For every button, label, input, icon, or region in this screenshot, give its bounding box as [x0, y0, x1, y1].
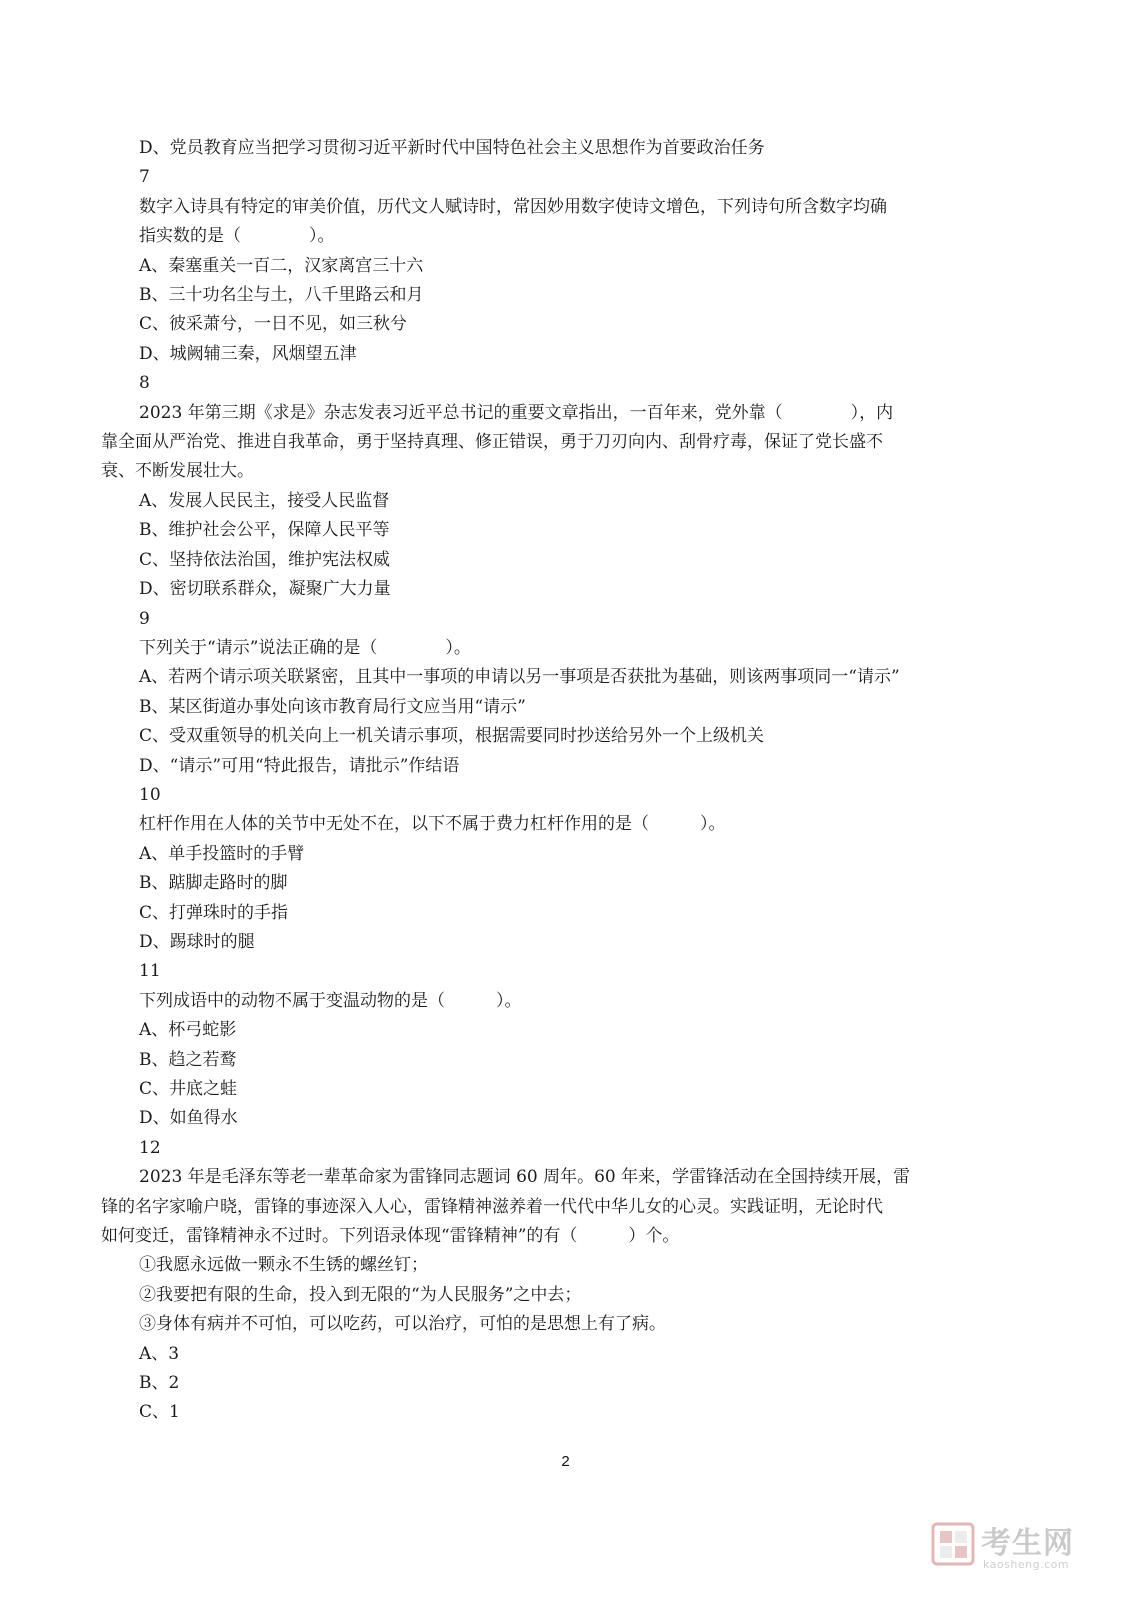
option-line: D、密切联系群众，凝聚广大力量	[139, 579, 391, 600]
option-line: C、井底之蛙	[139, 1079, 238, 1099]
option-line: A、单手投篮时的手臂	[139, 843, 305, 864]
watermark-brand: 考生网	[981, 1526, 1074, 1561]
option-line: D、如鱼得水	[139, 1108, 238, 1129]
document-body	[101, 134, 1005, 1428]
option-line: D、踢球时的腿	[139, 931, 255, 952]
option-line: C、打弹珠时的手指	[139, 902, 289, 923]
watermark	[931, 1518, 1091, 1578]
option-line: A、发展人民民主，接受人民监督	[139, 490, 390, 511]
question-number: 10	[139, 784, 161, 805]
stem-line: 2023 年第三期《求是》杂志发表习近平总书记的重要文章指出，一百年来，党外靠（ ），内	[139, 402, 894, 423]
question-number: 11	[139, 961, 161, 982]
option-line: B、维护社会公平，保障人民平等	[139, 520, 390, 541]
watermark-url: kaosheng.com	[983, 1558, 1070, 1571]
quote-line: ①我愿永远做一颗永不生锈的螺丝钉；	[139, 1255, 428, 1276]
option-line: B、踮脚走路时的脚	[139, 873, 288, 894]
question-stem	[101, 399, 1005, 487]
question-number: 9	[139, 608, 150, 629]
question-number: 12	[139, 1137, 161, 1158]
stem-line: 衰、不断发展壮大。	[101, 461, 254, 482]
question-number: 7	[139, 167, 150, 188]
page-number: 2	[561, 1453, 570, 1470]
question-stem	[139, 193, 1005, 252]
question-stem: 下列成语中的动物不属于变温动物的是（ ）。	[139, 990, 522, 1011]
kaosheng-logo-icon	[931, 1522, 975, 1566]
option-line: D、“请示”可用“特此报告，请批示”作结语	[139, 755, 460, 776]
stem-line: 数字入诗具有特定的审美价值，历代文人赋诗时，常因妙用数字使诗文增色，下列诗句所含数字均确	[139, 196, 887, 217]
option-line: A、秦塞重关一百二，汉家离宫三十六	[139, 255, 424, 276]
stem-line: 如何变迁，雷锋精神永不过时。下列语录体现“雷锋精神”的有（ ）个。	[101, 1226, 680, 1247]
option-line: B、2	[139, 1373, 180, 1394]
option-line: B、三十功名尘与土，八千里路云和月	[139, 285, 424, 306]
option-line: A、若两个请示项关联紧密，且其中一事项的申请以另一事项是否获批为基础，则该两事项同一“请示”	[139, 667, 900, 688]
quote-line: ③身体有病并不可怕，可以吃药，可以治疗，可怕的是思想上有了病。	[139, 1314, 666, 1335]
question-number: 8	[139, 373, 150, 394]
question-stem	[101, 1163, 1005, 1251]
option-line: C、1	[139, 1402, 180, 1423]
option-line: A、杯弓蛇影	[139, 1020, 237, 1041]
stem-line: 锋的名字家喻户晓，雷锋的事迹深入人心，雷锋精神滋养着一代代中华儿女的心灵。实践证明，无论时代	[101, 1196, 883, 1217]
option-line: D、城阙辅三秦，风烟望五津	[139, 343, 357, 364]
option-line: A、3	[139, 1343, 180, 1364]
option-line: B、某区街道办事处向该市教育局行文应当用“请示”	[139, 696, 526, 717]
question-stem: 杠杆作用在人体的关节中无处不在，以下不属于费力杠杆作用的是（ ）。	[139, 814, 726, 835]
option-line: C、彼采萧兮，一日不见，如三秋兮	[139, 314, 408, 335]
quote-line: ②我要把有限的生命，投入到无限的“为人民服务”之中去；	[139, 1284, 582, 1305]
stem-line: 2023 年是毛泽东等老一辈革命家为雷锋同志题词 60 周年。60 年来，学雷锋活动在全国持续开展，雷	[139, 1167, 911, 1188]
option-line: C、坚持依法治国，维护宪法权威	[139, 549, 391, 570]
stem-line: 靠全面从严治党、推进自我革命，勇于坚持真理、修正错误，勇于刀刃向内、刮骨疗毒，保证了党长盛不	[101, 432, 883, 453]
option-line: B、趋之若鹜	[139, 1049, 237, 1070]
option-line: C、受双重领导的机关向上一机关请示事项，根据需要同时抄送给另外一个上级机关	[139, 726, 765, 747]
question-stem: 下列关于“请示”说法正确的是（ ）。	[139, 637, 471, 658]
option-line: D、党员教育应当把学习贯彻习近平新时代中国特色社会主义思想作为首要政治任务	[139, 138, 765, 158]
stem-line: 指实数的是（ ）。	[139, 226, 335, 247]
